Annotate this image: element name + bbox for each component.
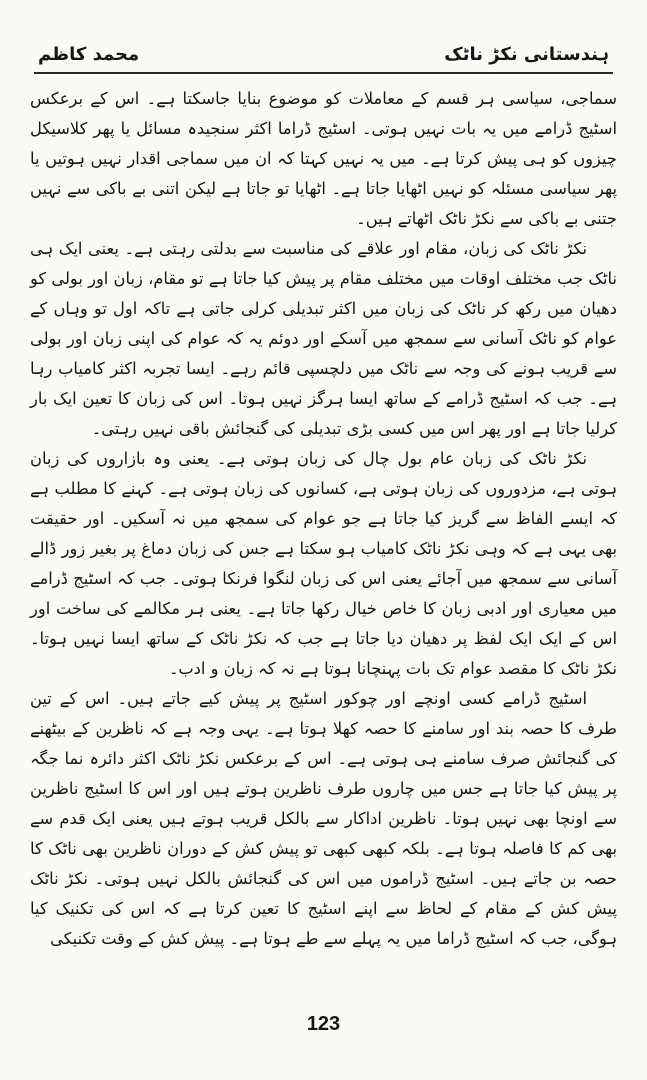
paragraph: سماجی، سیاسی ہر قسم کے معاملات کو موضوع بنایا جاسکتا ہے۔ اس کے برعکس اسٹیج ڈرامے میں یہ بات نہیں ہوتی۔ اسٹیج ڈراما اکثر سنجیدہ مسائل یا پھر کلاسیکل چیزوں کو ہی پیش کرتا ہے۔ میں یہ نہیں کہتا کہ ان میں سماجی اقدار نہیں ہوتیں یا پھر سیاسی مسئلہ کو نہیں اٹھایا جاتا ہے۔ اٹھایا تو جاتا ہے لیکن اتنی بے باکی سے نہیں جتنی بے باکی سے نکڑ ناٹک اٹھاتے ہیں۔ [30, 89, 617, 228]
header-author: محمد کاظم [38, 44, 140, 65]
paragraph: نکڑ ناٹک کی زبان عام بول چال کی زبان ہوتی ہے۔ یعنی وہ بازاروں کی زبان ہوتی ہے، مزدوروں کی زبان ہوتی ہے، کسانوں کی زبان ہوتی ہے۔ کہنے کا مطلب ہے کہ ایسے الفاظ سے گریز کیا جاتا ہے جو عوام کی سمجھ میں نہ آسکیں۔ اور حقیقت بھی یہی ہے کہ وہی نکڑ ناٹک کامیاب ہو سکتا ہے جس کی زبان دماغ پر بغیر زور ڈالے آسانی سے سمجھ میں آجائے یعنی اس کی زبان لنگوا فرنکا ہوتی۔ جب کہ اسٹیج ڈرامے میں معیاری اور ادبی زبان کا خاص خیال رکھا جاتا ہے۔ یعنی ہر مکالمے کی ساخت اور اس کے ایک ایک لفظ پر دھیان دیا جاتا ہے جب کہ نکڑ ناٹک کے ساتھ ایسا نہیں ہوتا۔ نکڑ ناٹک کا مقصد عوام تک بات پہنچانا ہوتا ہے نہ کہ زبان و ادب۔ [30, 449, 617, 678]
paragraph: نکڑ ناٹک کی زبان، مقام اور علاقے کی مناسبت سے بدلتی رہتی ہے۔ یعنی ایک ہی ناٹک جب مختلف اوقات میں مختلف مقام پر پیش کیا جاتا ہے تو مقام، زبان اور بولی کو دھیان میں رکھ کر ناٹک کی زبان میں اکثر تبدیلی کرلی جاتی ہے تاکہ اول تو وہاں کے عوام کو ناٹک آسانی سے سمجھ میں آسکے اور دوئم یہ کہ عوام کی اپنی زبان اور بولی سے قریب ہونے کی وجہ سے ناٹک میں دلچسپی قائم رہے۔ ایسا تجربہ اکثر کامیاب رہا ہے۔ جب کہ اسٹیج ڈرامے کے ساتھ ایسا ہرگز نہیں ہوتا۔ اس کی زبان کا تعین ایک بار کرلیا جاتا ہے اور پھر اس میں کسی بڑی تبدیلی کی گنجائش باقی نہیں رہتی۔ [30, 239, 617, 438]
page-number: 123 [306, 1013, 341, 1035]
paragraph: اسٹیج ڈرامے کسی اونچے اور چوکور اسٹیج پر پیش کیے جاتے ہیں۔ اس کے تین طرف کا حصہ بند اور سامنے کا حصہ کھلا ہوتا ہے۔ یہی وجہ ہے کہ ناظرین کے بیٹھنے کی گنجائش صرف سامنے ہی ہوتی ہے۔ اس کے برعکس نکڑ ناٹک اکثر دائرہ نما جگہ پر پیش کیا جاتا ہے جس میں چاروں طرف ناظرین ہوتے ہیں اور اس کا اسٹیج ناظرین سے اونچا بھی نہیں ہوتا۔ ناظرین اداکار سے بالکل قریب ہوتے ہیں یعنی ایک قدم سے بھی کم کا فاصلہ ہوتا ہے۔ بلکہ کبھی کبھی تو پیش کش کے دوران ناظرین بھی ناٹک کا حصہ بن جاتے ہیں۔ اسٹیج ڈراموں میں اس کی گنجائش بالکل نہیں ہوتی۔ نکڑ ناٹک پیش کش کے مقام کے لحاظ سے اپنے اسٹیج کا تعین کرتا ہے کہ اس کی تکنیک کیا ہوگی، جب کہ اسٹیج ڈراما میں یہ پہلے سے طے ہوتا ہے۔ پیش کش کے وقت تکنیکی [30, 689, 617, 948]
body-text [30, 84, 617, 954]
running-header [34, 42, 613, 74]
header-title: ہندستانی نکڑ ناٹک [444, 44, 609, 65]
